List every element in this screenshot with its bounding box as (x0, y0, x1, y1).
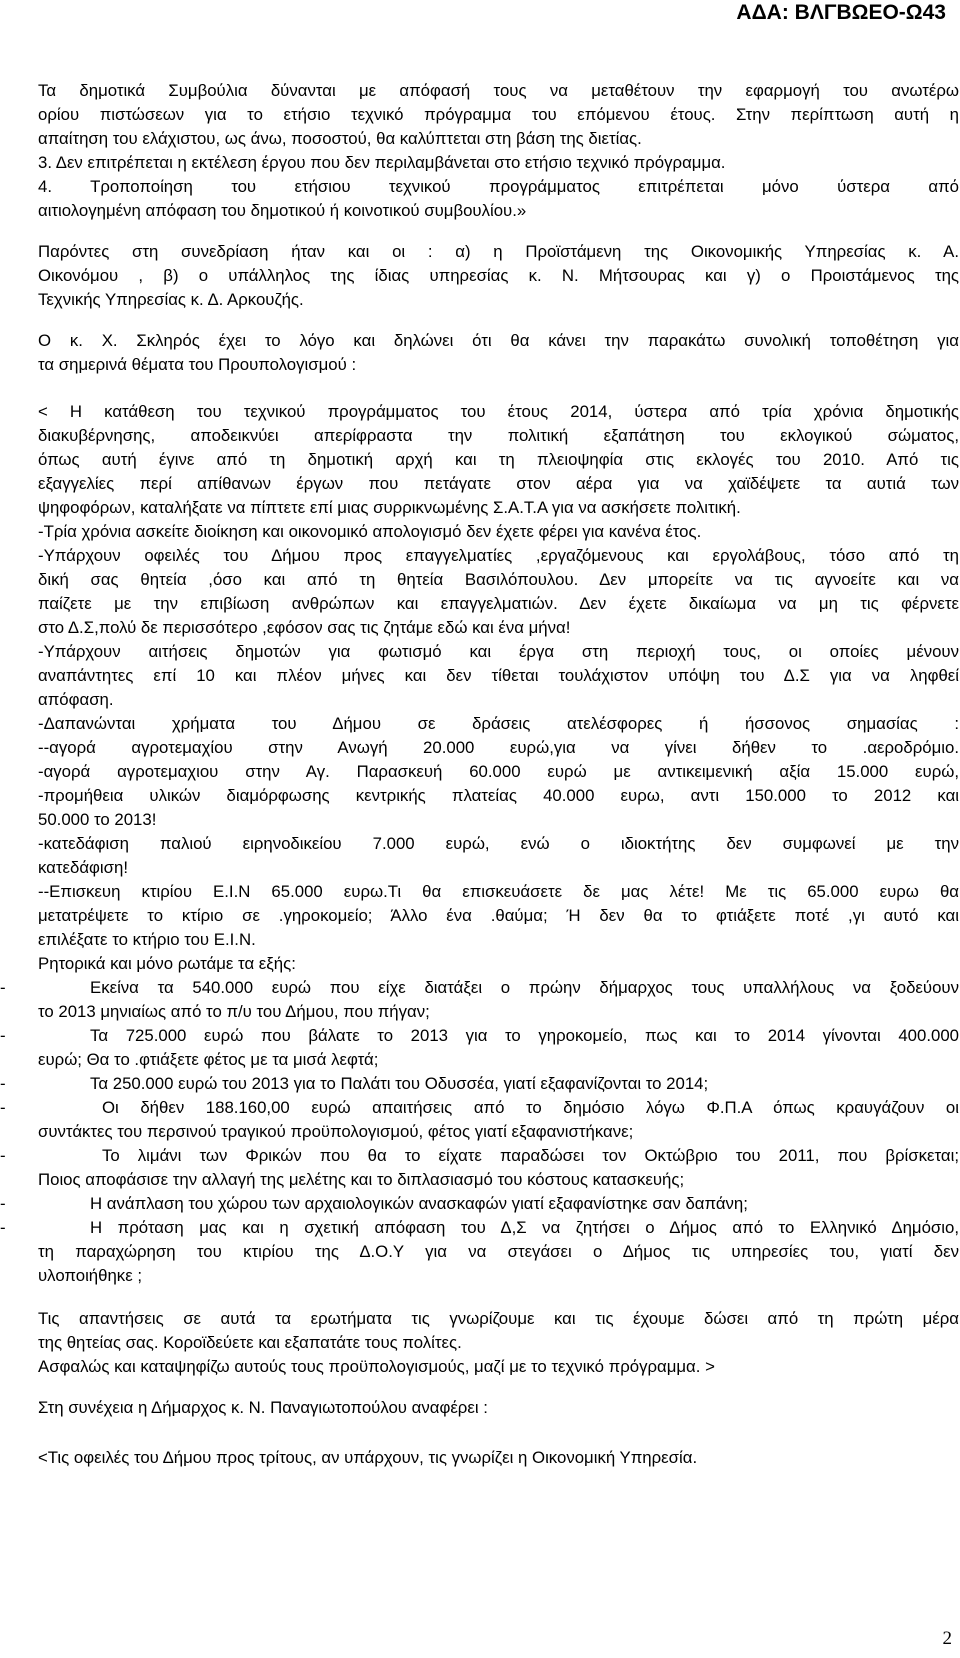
text-line: συντάκτες του περσινού τραγικού προϋπολογισμού, φέτος γιατί εξαφανιστήκανε; (38, 1122, 634, 1141)
list-dash: - (0, 1146, 6, 1165)
text-line: 3. Δεν επιτρέπεται η εκτέλεση έργου που δεν περιλαμβάνεται στο ετήσιο τεχνικό πρόγραμμα. (38, 153, 726, 172)
text-line: της θητείας σας. Κοροϊδεύετε και εξαπατάτε τους πολίτες. (38, 1333, 462, 1352)
text-line: Οι δήθεν 188.160,00 ευρώ απαιτήσεις από το δημόσιο λόγω Φ.Π.Α όπως κραυγάζουν οι (102, 1098, 959, 1117)
text-line: -Υπάρχουν αιτήσεις δημοτών για φωτισμό και έργα στη περιοχή τους, οι οποίες μένουν (38, 642, 959, 661)
text-line: -προμήθεια υλικών διαμόρφωσης κεντρικής πλατείας 40.000 ευρω, αντι 150.000 το 2012 και (38, 786, 959, 805)
text-line: -κατεδάφιση παλιού ειρηνοδικείου 7.000 ευρώ, ενώ ο ιδιοκτήτης δεν συμφωνεί με την (38, 834, 959, 853)
text-line: -Τρία χρόνια ασκείτε διοίκηση και οικονομικό απολογισμό δεν έχετε φέρει για κανένα έτος. (38, 522, 702, 541)
text-line: 4. Τροποποίηση του ετήσιου τεχνικού προγράμματος επιτρέπεται μόνο ύστερα από (38, 177, 959, 196)
text-line: απαίτηση του ελάχιστου, ως άνω, ποσοστού, θα καλύπτεται στη βάση της διετίας. (38, 129, 642, 148)
text-line: Το λιμάνι των Φρικών που θα το είχατε παραδώσει τον Οκτώβριο του 2011, που βρίσκεται; (102, 1146, 959, 1165)
text-line: επιλέξατε το κτήριο του Ε.Ι.Ν. (38, 930, 256, 949)
text-line: όπως αυτή έγινε από τη δημοτική αρχή και τη πλειοψηφία στις εκλογές του 2010. Από τις (38, 450, 959, 469)
text-line: Ασφαλώς και καταψηφίζω αυτούς τους προϋπολογισμούς, μαζί με το τεχνικό πρόγραμμα. > (38, 1357, 715, 1376)
text-line: στο Δ.Σ,πολύ δε περισσότερο ,εφόσον σας τις ζητάμε εδώ και ένα μήνα! (38, 618, 571, 637)
list-dash: - (0, 978, 6, 997)
text-line: κατεδάφιση! (38, 858, 129, 877)
text-line: Ο κ. Χ. Σκληρός έχει το λόγο και δηλώνει ότι θα κάνει την παρακάτω συνολική τοποθέτηση για (38, 331, 959, 350)
text-line: παίζετε με την επιβίωση ανθρώπων και επαγγελματιών. Δεν έχετε δικαίωμα να μη τις φέρνετε (38, 594, 959, 613)
list-dash: - (0, 1194, 6, 1213)
text-line: Τις απαντήσεις σε αυτά τα ερωτήματα τις γνωρίζουμε και τις έχουμε δώσει από τη πρώτη μέρα (38, 1309, 959, 1328)
text-line: --αγορά αγροτεμαχίου στην Ανωγή 20.000 ευρώ,για να γίνει δήθεν το .αεροδρόμιο. (38, 738, 959, 757)
text-line: <Τις οφειλές του Δήμου προς τρίτους, αν υπάρχουν, τις γνωρίζει η Οικονομική Υπηρεσία. (38, 1448, 698, 1467)
text-line: αιτιολογημένη απόφαση του δημοτικού ή κοινοτικού συμβουλίου.» (38, 201, 527, 220)
text-line: Εκείνα τα 540.000 ευρώ που είχε διατάξει ο πρώην δήμαρχος τους υπαλλήλους να ξοδεύουν (90, 978, 959, 997)
text-line: Παρόντες στη συνεδρίαση ήταν και οι : α) η Προϊστάμενη της Οικονομικής Υπηρεσίας κ. Α. (38, 242, 959, 261)
text-line: Οικονόμου , β) ο υπάλληλος της ίδιας υπηρεσίας κ. Ν. Μήτσουρας και γ) ο Προιστάμενος της (38, 266, 959, 285)
text-line: μετατρέψετε το κτίριο σε .γηροκομείο; Άλλο ένα .θαύμα; Ή δεν θα το φτιάξετε ποτέ ,γι αυτό και (38, 906, 959, 925)
text-line: το 2013 μηνιαίως από το π/υ του Δήμου, που πήγαν; (38, 1002, 430, 1021)
text-line: ορίου πιστώσεων για το ετήσιο τεχνικό πρόγραμμα του επόμενου έτους. Στην περίπτωση αυτή η (38, 105, 959, 124)
text-line: διακυβέρνησης, αποδεικνύει απερίφραστα την πολιτική εξαπάτηση του εκλογικού σώματος, (38, 426, 959, 445)
text-line: ψηφοφόρων, καταλήξατε να πίπτετε επί μιας συρρικνωμένης Σ.Α.Τ.Α για να ασκήσετε πολιτική. (38, 498, 741, 517)
text-line: Στη συνέχεια η Δήμαρχος κ. Ν. Παναγιωτοπούλου αναφέρει : (38, 1398, 488, 1417)
text-line: -Δαπανώνται χρήματα του Δήμου σε δράσεις ατελέσφορες ή ήσσονος σημασίας : (38, 714, 959, 733)
text-line: Η πρόταση μας και η σχετική απόφαση του Δ,Σ να ζητήσει ο Δήμος από το Ελληνικό Δημόσιο, (90, 1218, 959, 1237)
text-line: Η ανάπλαση του χώρου των αρχαιολογικών ανασκαφών γιατί εξαφανίστηκε σαν δαπάνη; (90, 1194, 748, 1213)
text-line: Τεχνικής Υπηρεσίας κ. Δ. Αρκουζής. (38, 290, 304, 309)
list-dash: - (0, 1218, 6, 1237)
list-dash: - (0, 1026, 6, 1045)
page-number: 2 (942, 1628, 952, 1649)
text-line: Ποιος αποφάσισε την αλλαγή της μελέτης και το διπλασιασμό του κόστους κατασκευής; (38, 1170, 685, 1189)
text-line: Ρητορικά και μόνο ρωτάμε τα εξής: (38, 954, 296, 973)
text-line: --Επισκευη κτιρίου Ε.Ι.Ν 65.000 ευρω.Τι θα επισκευάσετε δε μας λέτε! Με τις 65.000 ευρω θα (38, 882, 959, 901)
text-line: 50.000 το 2013! (38, 810, 157, 829)
ada-header: ΑΔΑ: ΒΛΓΒΩΕΟ-Ω43 (736, 1, 946, 24)
list-dash: - (0, 1074, 6, 1093)
text-line: < Η κατάθεση του τεχνικού προγράμματος του έτους 2014, ύστερα από τρία χρόνια δημοτικής (38, 402, 959, 421)
text-line: Τα 725.000 ευρώ που βάλατε το 2013 για το γηροκομείο, πως και το 2014 γίνονται 400.000 (90, 1026, 959, 1045)
text-line: δική σας θητεία ,όσο και από τη θητεία Βασιλόπουλου. Δεν μπορείτε να τις αγνοείτε και να (38, 570, 959, 589)
text-line: Τα δημοτικά Συμβούλια δύνανται με απόφασή τους να μεταθέτουν την εφαρμογή του ανωτέρω (38, 81, 959, 100)
text-line: αναπάντητες επί 10 και πλέον μήνες και δεν τίθεται τουλάχιστον υπόψη του Δ.Σ για να ληφθεί (38, 666, 959, 685)
text-line: τα σημερινά θέματα του Προυπολογισμού : (38, 355, 357, 374)
text-line: Τα 250.000 ευρώ του 2013 για το Παλάτι του Οδυσσέα, γιατί εξαφανίζονται το 2014; (90, 1074, 709, 1093)
text-line: υλοποιήθηκε ; (38, 1266, 143, 1285)
list-dash: - (0, 1098, 6, 1117)
text-line: εξαγγελίες περί απίθανων έργων που πετάγατε στον αέρα για να χαϊδέψετε τα αυτιά των (38, 474, 959, 493)
text-line: απόφαση. (38, 690, 114, 709)
text-line: τη παραχώρηση του κτιρίου της Δ.Ο.Υ για να στεγάσει ο Δήμος τις υπηρεσίες του, γιατί δεν (38, 1242, 959, 1261)
text-line: -αγορά αγροτεμαχιου στην Αγ. Παρασκευή 60.000 ευρώ με αντικειμενική αξία 15.000 ευρώ, (38, 762, 959, 781)
text-line: ευρώ; Θα το .φτιάξετε φέτος με τα μισά λεφτά; (38, 1050, 379, 1069)
text-line: -Υπάρχουν οφειλές του Δήμου προς επαγγελματίες ,εργαζόμενους και εργολάβους, τόσο από τη (38, 546, 959, 565)
